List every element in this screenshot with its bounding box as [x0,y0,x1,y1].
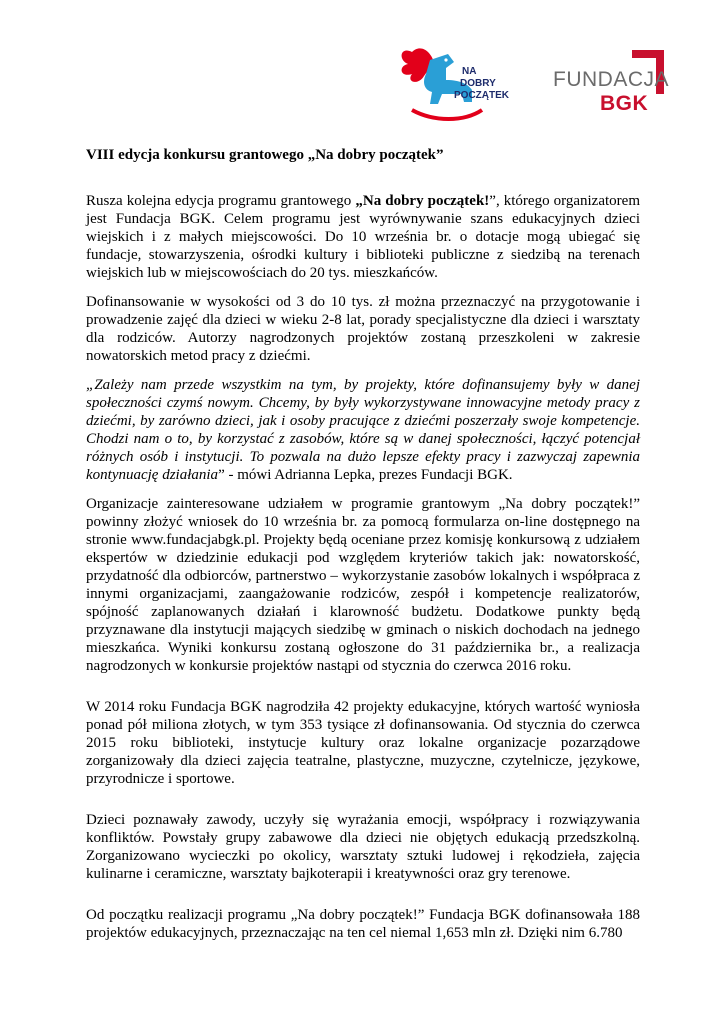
document-body [86,192,640,953]
paragraph-5: W 2014 roku Fundacja BGK nagrodziła 42 projekty edukacyjne, których wartość wyniosła ponad pół miliona złotych, w tym 353 tysiące zł dofinansowania. Od stycznia do czerwca 2015 roku biblioteki, instytucje kultury oraz lokalne organizacje pozarządowe zorganizowały dla dzieci zajęcia teatralne, plastyczne, muzyczne, czytelnicze, językowe, przyrodnicze i sportowe. [86,699,640,787]
paragraph-1 [86,192,640,282]
na-dobry-poczatek-logo [390,40,515,130]
quote: „Zależy nam przede wszystkim na tym, by projekty, które dofinansujemy były w danej społeczności czymś nowym. Chcemy, by były wykorzystywane innowacyjne metody pracy z dziećmi, by zarówno dzieci, jak i osoby pracujące z dziećmi poszerzały swoje kompetencje. Chodzi nam o to, by korzystać z zasobów, które są w danej społeczności, łączyć potencjał różnych osób i instytucji. To pozwala na dużo lepsze efekty pracy i zazwyczaj zapewnia kontynuację działania [86,377,640,483]
paragraph-4: Organizacje zainteresowane udziałem w programie grantowym „Na dobry początek!” powinny złożyć wniosek do 10 września br. za pomocą formularza on-line dostępnego na stronie www.fundacjabgk.pl. Projekty będą oceniane przez komisję konkursową z udziałem ekspertów w dziedzinie edukacji pod względem kryteriów takich jak: nowatorskość, przydatność dla odbiorców, partnerstwo – wykorzystanie zasobów lokalnych i współpraca z innymi organizacjami, zaangażowanie rodziców, zespół i kompetencje realizatorów, spójność zaplanowanych działań i klarowność budżetu. Dodatkowe punkty będą przyznawane dla instytucji mających siedzibę w gminach o niskich dochodach na jednego mieszkańca. Wyniki konkursu zostaną ogłoszone do 31 października br., a realizacja nagrodzonych w konkursie projektów nastąpi od stycznia do czerwca 2016 roku. [86,496,640,674]
paragraph-7: Od początku realizacji programu „Na dobry początek!” Fundacja BGK dofinansowała 188 projektów edukacyjnych, przeznaczając na ten cel niemal 1,653 mln zł. Dzięki nim 6.780 [86,907,640,941]
fundacja-bgk-logo [525,46,675,126]
logo-text-na: NA [462,66,477,77]
header-logos [390,40,680,130]
foundation-abbr: BGK [600,92,649,115]
document-title: VIII edycja konkursu grantowego „Na dobry początek” [86,147,444,163]
paragraph-3 [86,376,640,484]
paragraph-1-bold: „Na dobry początek! [355,193,490,209]
quote-attribution: ” - mówi Adrianna Lepka, prezes Fundacji BGK. [218,467,513,483]
logo-text-poczatek: POCZĄTEK [454,90,509,101]
paragraph-2: Dofinansowanie w wysokości od 3 do 10 tys. zł można przeznaczyć na przygotowanie i prowadzenie zajęć dla dzieci w wieku 2-8 lat, porady specjalistyczne dla dzieci i warsztaty dla rodziców. Autorzy nagrodzonych projektów zostaną przeszkoleni w zakresie nowatorskich metod pracy z dziećmi. [86,294,640,364]
paragraph-1-text-c: ”, którego organizatorem jest Fundacja BGK. Celem programu jest wyrównywanie szans edukacyjnych dzieci wiejskich i z małych miejscowości. Do 10 września br. o dotacje mogą ubiegać się fundacje, stowarzyszenia, ośrodki kultury i biblioteki publiczne z siedzibą na terenach wiejskich lub w miejscowościach do 20 tys. mieszkańców. [86,193,640,281]
paragraph-1-text-a: Rusza kolejna edycja programu grantowego [86,193,356,209]
paragraph-6: Dzieci poznawały zawody, uczyły się wyrażania emocji, współpracy i rozwiązywania konfliktów. Powstały grupy zabawowe dla dzieci nie objętych edukacją przedszkolną. Zorganizowano wycieczki po okolicy, warsztaty sztuki ludowej i rękodzieła, zajęcia kulinarne i ceramiczne, warsztaty bajkoterapii i kreatywności oraz gry terenowe. [86,812,640,882]
foundation-name: FUNDACJA [553,68,670,91]
logo-text-dobry: DOBRY [460,78,496,89]
